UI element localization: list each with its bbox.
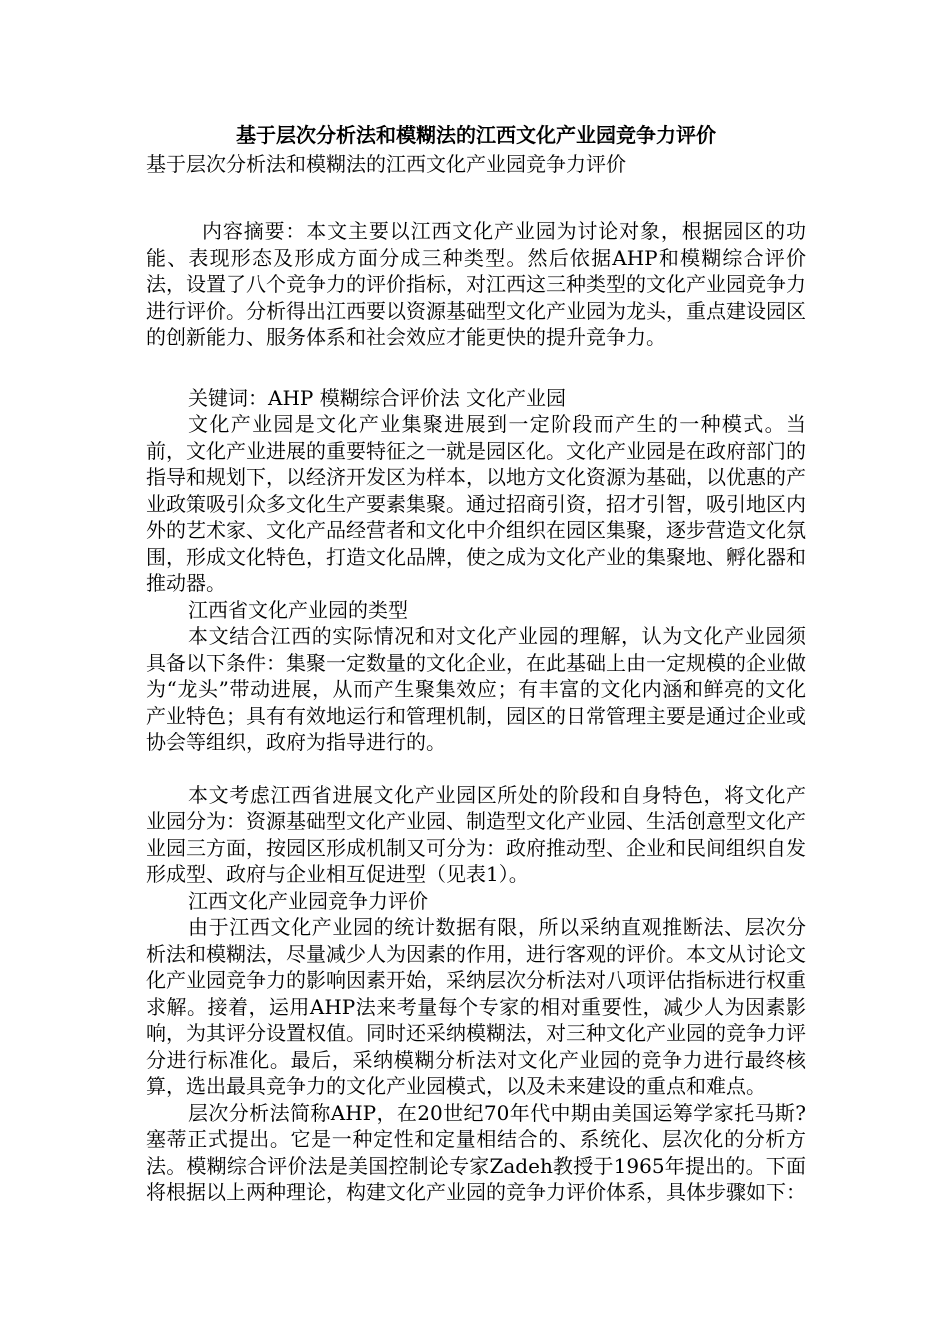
- body-paragraph-2: 本文结合江西的实际情况和对文化产业园的理解，认为文化产业园须具备以下条件：集聚一定数量的文化企业，在此基础上由一定规模的企业做为“龙头”带动进展，从而产生聚集效应；有丰富的文化内涵和鲜亮的文化产业特色；具有有效地运行和管理机制，园区的日常管理主要是通过企业或协会等组织，政府为指导进行的。: [146, 624, 806, 754]
- document-subtitle: 基于层次分析法和模糊法的江西文化产业园竞争力评价: [146, 152, 626, 176]
- body-paragraph-4: 由于江西文化产业园的统计数据有限，所以采纳直观推断法、层次分析法和模糊法，尽量减少人为因素的作用，进行客观的评价。本文从讨论文化产业园竞争力的影响因素开始，采纳层次分析法对八项评估指标进行权重求解。接着，运用AHP法来考量每个专家的相对重要性，减少人为因素影响，为其评分设置权值。同时还采纳模糊法，对三种文化产业园的竞争力评分进行标准化。最后，采纳模糊分析法对文化产业园的竞争力进行最终核算，选出最具竞争力的文化产业园模式，以及未来建设的重点和难点。: [146, 915, 806, 1098]
- document-page: [146, 120, 806, 1206]
- section-heading-types: 江西省文化产业园的类型: [188, 597, 408, 622]
- body-paragraph-3: 本文考虑江西省进展文化产业园区所处的阶段和自身特色，将文化产业园分为：资源基础型文化产业园、制造型文化产业园、生活创意型文化产业园三方面，按园区形成机制又可分为：政府推动型、企业和民间组织自发形成型、政府与企业相互促进型（见表1）。: [146, 782, 806, 886]
- keywords-line: 关键词：AHP 模糊综合评价法 文化产业园: [188, 385, 567, 410]
- document-title: 基于层次分析法和模糊法的江西文化产业园竞争力评价: [236, 123, 716, 147]
- body-paragraph-1: 文化产业园是文化产业集聚进展到一定阶段而产生的一种模式。当前，文化产业进展的重要特征之一就是园区化。文化产业园是在政府部门的指导和规划下，以经济开发区为样本，以地方文化资源为基础，以优惠的产业政策吸引众多文化生产要素集聚。通过招商引资，招才引智，吸引地区内外的艺术家、文化产品经营者和文化中介组织在园区集聚，逐步营造文化氛围，形成文化特色，打造文化品牌，使之成为文化产业的集聚地、孵化器和推动器。: [146, 412, 806, 595]
- body-paragraph-5: 层次分析法简称AHP，在20世纪70年代中期由美国运筹学家托马斯?塞蒂正式提出。它是一种定性和定量相结合的、系统化、层次化的分析方法。模糊综合评价法是美国控制论专家Zadeh教授于1965年提出的。下面将根据以上两种理论，构建文化产业园的竞争力评价体系，具体步骤如下：: [146, 1100, 806, 1204]
- section-heading-evaluation: 江西文化产业园竞争力评价: [188, 888, 428, 913]
- abstract-paragraph: 内容摘要：本文主要以江西文化产业园为讨论对象，根据园区的功能、表现形态及形成方面分成三种类型。然后依据AHP和模糊综合评价法，设置了八个竞争力的评价指标，对江西这三种类型的文化产业园竞争力进行评价。分析得出江西要以资源基础型文化产业园为龙头，重点建设园区的创新能力、服务体系和社会效应才能更快的提升竞争力。: [146, 219, 806, 349]
